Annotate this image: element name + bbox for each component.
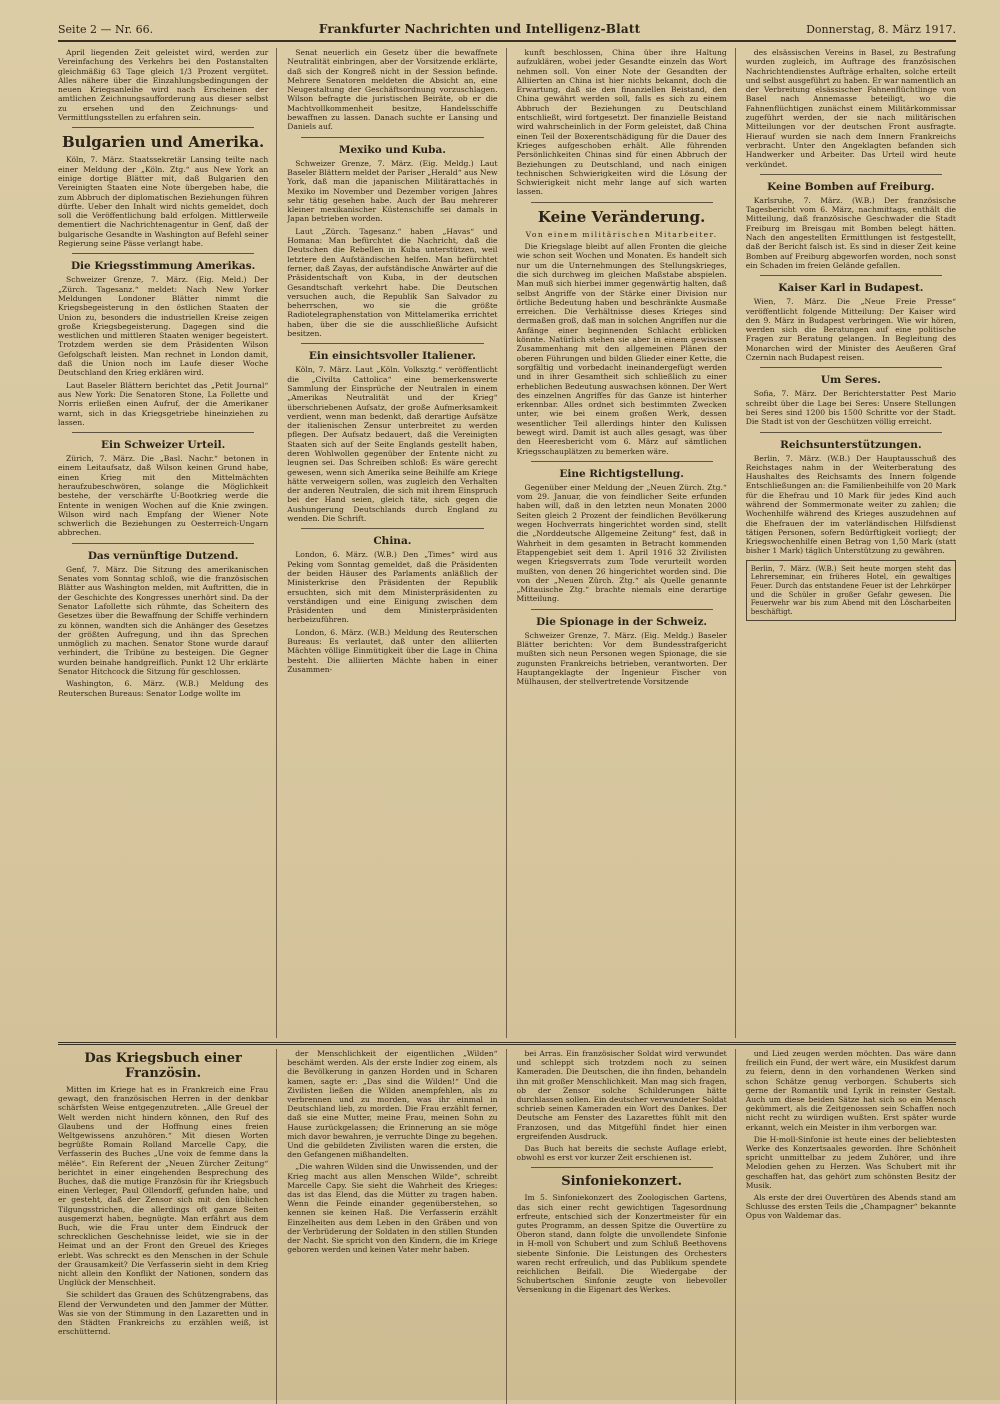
article-text: Schweizer Grenze, 7. März. (Eig. Meldg.) Laut Baseler Blättern meldet der Pariser „Herald“ aus New York, daß man die japanischen Militärattachés in Mexiko im November und Dezember vorigen Jahres sehr tätig gesehen habe. Auch der Bau mehrerer kleiner mexikanischer Küstenschiffe sei damals in Japan betrieben worden. — [287, 158, 498, 224]
lower-column-3 — [517, 1049, 736, 1404]
divider — [531, 202, 713, 203]
column-2 — [287, 48, 506, 1038]
article-text: Genf, 7. März. Die Sitzung des amerikanischen Senates vom Sonntag schloß, wie die französischen Blätter aus Washington melden, mit Auftritten, die in der Geschichte des Kongresses unerhört sind. Da der Senator Lafollette sich rühmte, das Scheitern des Gesetzes über die Bewaffnung der Schiffe verhindern zu können, wandten sich die Anhänger des Gesetzes der größten Aufregung, und ihn das Sprechen unmöglich zu machen. Senator Stone wurde darauf verhindert, die Tribüne zu besteigen. Die Gegner wurden beinahe handgreiflich. Punkt 12 Uhr erklärte Senator Hitchcock die Sitzung für geschlossen. — [58, 564, 269, 677]
newspaper-title: Frankfurter Nachrichten und Intelligenz-Blatt — [318, 22, 641, 36]
byline: Von einem militärischen Mitarbeiter. — [525, 229, 718, 239]
divider — [301, 343, 483, 344]
article-text: Köln, 7. März. Staatssekretär Lansing teilte nach einer Meldung der „Köln. Ztg.“ aus New York an einige dortige Blätter mit, daß Bulgarien den Vereinigten Staaten eine Note übergeben habe, die zum Abbruch der diplomatischen Beziehungen führen dürfte. Ueber den Inhalt wird nichts gemeldet, doch soll die Veröffentlichung bald erfolgen. Mittlerweile dementiert die Nachrichtenagentur in Genf, daß der bulgarische Gesandte in Washington auf Befehl seiner Regierung seine Pässe verlangt habe. — [58, 155, 269, 249]
article-text: Das Buch hat bereits die sechste Auflage erlebt, obwohl es erst vor kurzer Zeit erschienen ist. — [516, 1144, 727, 1163]
column-3 — [517, 48, 736, 1038]
divider — [72, 543, 254, 544]
article-text: Senat neuerlich ein Gesetz über die bewaffnete Neutralität einbringen, aber der Vorsitzende erklärte, daß sich der Kongreß nicht in der Session befinde. Mehrere Senatoren meldeten die Absicht an, eine Neugestaltung der Geschäftsordnung vorzuschlagen. Wilson befragte die juristischen Beiräte, ob er die Machtvollkommenheit besitze, Handelsschiffe bewaffnen zu lassen. Danach suchte er Lansing und Daniels auf. — [287, 48, 498, 132]
feuilleton-section — [58, 1049, 956, 1404]
article-text: Wien, 7. März. Die „Neue Freie Presse“ veröffentlicht folgende Mitteilung: Der Kaiser wird den 9. März in Budapest verbringen. Wie wir hören, werden sich die Beratungen auf eine politische Fragen zur Beratung gelangen. In Begleitung des Monarchen wird der Minister des Aeußeren Graf Czernin nach Budapest reisen. — [745, 297, 956, 363]
article-text: Die Kriegslage bleibt auf allen Fronten die gleiche wie schon seit Wochen und Monaten. Es handelt sich nur um die Unternehmungen des Stellungskrieges, die sich durchweg im gleichen Maßstabe abspielen. Man muß sich hierbei immer gegenwärtig halten, daß selbst Angriffe von der Stärke einer Division nur örtliche Bedeutung haben und beschränkte Ausmaße erreichen. Die Verhältnisse dieses Krieges sind dermaßen groß, daß man in solchen Angriffen nur die Anfänge einer beginnenden Schlacht erblicken könnte. Natürlich stehen sie aber in einem gewissen Zusammenhang mit den allgemeinen Plänen der oberen Führungen und bilden Glieder einer Kette, die sorgfältig und vorbedacht ineinandergefügt werden und in ihrer Gesamtheit sich schließlich zu einer erheblichen Bedeutung auswachsen können. Der Wert des einzelnen Angriffes für das Ganze ist hinterher erkennbar. Alles ordnet sich bestimmten Zwecken unter, wie bei einem großen Werk, dessen wesentlicher Teil allerdings hinter den Kulissen bewegt wird. Damit ist auch alles gesagt, was über den Heeresbericht vom 6. März auf sämtlichen Kriegsschauplätzen zu bemerken wäre. — [516, 242, 727, 456]
article-text: bei Arras. Ein französischer Soldat wird verwundet und schleppt sich trotzdem noch zu seinen Kameraden. Die Deutschen, die ihn finden, behandeln ihn mit großer Menschlichkeit. Man mag sich fragen, ob der Zensor solche Schilderungen hätte durchlassen sollen. Ein deutscher verwundeter Soldat schrieb seinen Kameraden ein Wort des Dankes. Der Deutsche am Fenster des Lazarettes fühlt mit den Franzosen, und das Mitgefühl findet hier einen ergreifenden Ausdruck. — [516, 1049, 727, 1141]
article-text: kunft beschlossen, China über ihre Haltung aufzuklären, wobei jeder Gesandte einzeln das Wort nehmen soll. Von einer Note der Gesandten der Alliierten an China ist hier nichts bekannt, doch die Erwartung, daß sie den finanziellen Beistand, den China gewährt werden soll, falls es sich zu einem Abbruch der Beziehungen zu Deutschland entschließt, wird fortgesetzt. Der finanzielle Beistand wird wahrscheinlich in der Form geleistet, daß China einen Teil der Boxerentschädigung für die Dauer des Krieges aufgeschoben erhält. Alle führenden Persönlichkeiten Chinas sind für einen Abbruch der Beziehungen zu Deutschland, und nach einigen technischen Schwierigkeiten wird die Lösung der Schwierigkeit nicht mehr lange auf sich warten lassen. — [516, 48, 727, 197]
headline-kriegsstimmung: Die Kriegsstimmung Amerikas. — [70, 260, 256, 273]
boxed-notice: Berlin, 7. März. (W.B.) Seit heute morgen steht das Lehrerseminar, ein früheres Hotel, ein gewaltiges Feuer. Durch das entstandene Feuer ist der Lehrkörper und die Schüler in großer Gefahr gewesen. Die Feuerwehr war bis zum Abend mit den Löscharbeiten beschäftigt. — [746, 560, 956, 622]
article-text: Berlin, 7. März. (W.B.) Der Hauptausschuß des Reichstages nahm in der Weiterberatung des Haushaltes des Reichsamts des Innern folgende Entschließungen an: die Familienbeihilfe von 20 Mark für die Ehefrau und 10 Mark für jedes Kind auch während der Sommermonate weiter zu zahlen; die Wochenhilfe während des Krieges auszudehnen auf die Ehefrauen der im vaterländischen Hilfsdienst tätigen Personen, sofern Bedürftigkeit vorliegt; der Kriegswochenhilfe einen Betrag von 1,50 Mark (statt bisher 1 Mark) täglich Unterstützung zu gewähren. — [745, 453, 956, 556]
divider — [72, 432, 254, 433]
headline-spionage: Die Spionage in der Schweiz. — [536, 615, 708, 628]
headline-schweizer-urteil: Ein Schweizer Urteil. — [100, 439, 226, 452]
lower-column-1 — [58, 1049, 277, 1404]
article-text: „Die wahren Wilden sind die Unwissenden, und der Krieg macht aus allen Menschen Wilde“, schreibt Marcelle Capy. Sie sieht die Wahrheit des Krieges: das ist das Elend, das die Mütter zu tragen haben. Wenn die Feinde einander gegenüberstehen, so kennen sie keinen Haß. Die Verfasserin erzählt Einzelheiten aus dem Leben in den Gräben und von der Verbrüderung der Soldaten in den stillen Stunden der Nacht. Sie spricht von den Kindern, die im Kriege geboren werden und keinen Vater mehr haben. — [287, 1162, 498, 1255]
divider — [301, 528, 483, 529]
article-text: Köln, 7. März. Laut „Köln. Volksztg.“ veröffentlicht die „Civilta Cattolica“ eine bemerkenswerte Sammlung der Einsprüche der Neutralen in einem „Amerikas Neutralität und der Krieg“ überschriebenen Aufsatz, der große Aufmerksamkeit verdient, wenn man bedenkt, daß derartige Aufsätze der italienischen Zensur unterbreitet zu werden pflegen. Der Aufsatz bedauert, daß die Vereinigten Staaten sich auf der Seite Englands gestellt haben, deren Wohlwollen gegenüber der Entente nicht zu leugnen sei. Das Schreiben schloß: Es wäre gerecht gewesen, wenn sich Amerika seine Beihilfe am Kriege hätte verweigern sollen, was zugleich den Verhalten der anderen Neutralen, die sich mit ihrem Einspruch bei der Hand seien, gleich täte, sich gegen die Aushungerung Deutschlands durch England zu wenden. Die Schrift. — [287, 365, 498, 524]
headline-kaiser-karl: Kaiser Karl in Budapest. — [778, 282, 924, 295]
article-text: Im 5. Sinfoniekonzert des Zoologischen Gartens, das sich einer recht gewichtigen Tagesordnung erfreute, entschied sich der Konzertmeister für ein gutes Programm, an dessen Spitze die Ouvertüre zu Oberon stand, dann folgte die unvollendete Sinfonie in H-moll von Schubert und zum Schluß Beethovens siebente Sinfonie. Die Leistungen des Orchesters waren recht erfreulich, und das Publikum spendete reichlichen Beifall. Die Wiedergabe der Schubertschen Sinfonie zeugte von liebevoller Versenkung in die Eigenart des Werkes. — [516, 1193, 727, 1295]
article-text: London, 6. März. (W.B.) Meldung des Reuterschen Bureaus: Es verlautet, daß unter den alliierten Mächten völlige Einmütigkeit über die Lage in China besteht. Die alliierten Mächte haben in einer Zusammen- — [287, 627, 498, 674]
lower-column-4 — [746, 1049, 956, 1404]
headline-freiburg: Keine Bomben auf Freiburg. — [767, 180, 935, 193]
article-text: und Lied zeugen werden möchten. Das wäre dann freilich ein Fund, der wert wäre, ein Musikfest darum zu feiern, denn in den vorhandenen Werken sind schon Schätze genug verborgen. Schuberts sich gerne der Romantik und Lyrik in reinster Gestalt. Auch um diese beiden Sätze hat sich so ein Mensch gekümmert, als die Zeitgenossen sein Schaffen noch nicht recht zu würdigen wußten. Erst später wurde erkannt, welch ein Meister in ihm verborgen war. — [745, 1049, 956, 1132]
upper-section — [58, 48, 956, 1038]
headline-china: China. — [373, 535, 412, 548]
article-text: Schweizer Grenze, 7. März. (Eig. Meld.) Der „Zürch. Tagesanz.“ meldet: Nach New Yorker Meldungen Londoner Blätter nimmt die Kriegsbegeisterung in den östlichen Staaten der Union zu, besonders die industriellen Kreise zeigen große Kriegsbegeisterung. Dagegen sind die westlichen und mittleren Staaten weniger begeistert. Trotzdem werden sie dem Präsidenten Wilson Gefolgschaft leisten. Man rechnet in London damit, daß die Union noch im Laufe dieser Woche Deutschland den Krieg erklären wird. — [58, 275, 269, 378]
headline-reichsunterstuetzungen: Reichsunterstützungen. — [780, 438, 922, 451]
divider — [760, 174, 942, 175]
article-text: Sie schildert das Grauen des Schützengrabens, das Elend der Verwundeten und den Jammer der Mütter. Was sie von der Stimmung in den Lazaretten und in den Städten Frankreichs zu erzählen weiß, ist erschütternd. — [58, 1290, 269, 1337]
lower-column-2 — [287, 1049, 506, 1404]
headline-kriegsbuch: Das Kriegsbuch einer Französin. — [84, 1051, 242, 1081]
masthead — [58, 22, 956, 42]
article-text: des elsässischen Vereins in Basel, zu Bestrafung wurden zugleich, im Auftrage des französischen Nachrichtendienstes Aufträge erhalten, solche erteilt und selbst ausgeführt zu haben. Er war namentlich an der Verbreitung elsässischer Fahnenflüchtlinge von Basel nach Annemasse beteiligt, wo die Fahnenflüchtigen zunächst einem Militärkommissar zugeführt werden, der sie nach militärischen Mitteilungen vor der deutschen Front ausfragte. Hierauf wurden sie nach dem Innern Frankreichs verbracht. Unter den Angeklagten befanden sich Handwerker und Arbeiter. Das Urteil wird heute verkündet. — [745, 48, 956, 169]
article-text: Gegenüber einer Meldung der „Neuen Zürch. Ztg.“ vom 29. Januar, die von feindlicher Seite erfunden haben will, daß in den letzten neun Monaten 2000 Seiten gleich 2 Prozent der feindlichen Bevölkerung wegen Hochverrats hingerichtet worden sind, stellt die „Norddeutsche Allgemeine Zeitung“ fest, daß in Wahrheit in dem gesamten in Betracht kommenden Etappengebiet seit dem 1. April 1916 32 Zivilisten wegen Kriegsverrats zum Tode verurteilt worden mußten, von denen 26 hingerichtet worden sind. Die von der „Neuen Zürch. Ztg.“ als Quelle genannte „Mitauische Ztg.“ brachte niemals eine derartige Mitteilung. — [516, 482, 727, 604]
headline-bulgarien: Bulgarien und Amerika. — [61, 133, 265, 152]
divider — [72, 253, 254, 254]
page-number: Seite 2 — Nr. 66. — [58, 23, 154, 36]
section-divider — [58, 1042, 956, 1045]
headline-richtigstellung: Eine Richtigstellung. — [559, 467, 684, 480]
article-text: Zürich, 7. März. Die „Basl. Nachr.“ betonen in einem Leitaufsatz, daß Wilson keinen Grund habe, einen Krieg mit den Mittelmächten heraufzubeschwören, solange die Möglichkeit bestehe, der verschärfte U-Bootkrieg werde die Entente in wenigen Wochen auf die Knie zwingen. Wilson wird nach Empfang der Wiener Note schwerlich die Beziehungen zu Oesterreich-Ungarn abbrechen. — [58, 454, 269, 538]
article-text: Laut Baseler Blättern berichtet das „Petit Journal“ aus New York: Die Senatoren Stone, La Follette und Norris erließen einen Aufruf, der die Amerikaner warnt, sich in das Kriegsgetriebe hineinziehen zu lassen. — [58, 380, 269, 427]
divider — [760, 367, 942, 368]
article-text: Sofia, 7. März. Der Berichterstatter Pest Mario schreibt über die Lage bei Seres: Unsere Stellungen bei Seres sind 1200 bis 1500 Schritte vor der Stadt. Die Stadt ist von der Geschützen völlig erreicht. — [745, 389, 956, 427]
column-4 — [746, 48, 956, 1038]
divider — [301, 137, 483, 138]
article-text: Schweizer Grenze, 7. März. (Eig. Meldg.) Baseler Blätter berichten: Vor dem Bundesstrafgericht mußten sich neun Personen wegen Spionage, die sie zugunsten Frankreichs betrieben, verantworten. Der Hauptangeklagte der Ingenieur Fischer von Mülhausen, der stellvertretende Vorsitzende — [516, 630, 727, 687]
divider — [531, 609, 713, 610]
headline-keine-veraenderung: Keine Veränderung. — [537, 207, 706, 226]
divider — [531, 1167, 713, 1168]
headline-mexiko-kuba: Mexiko und Kuba. — [338, 143, 446, 156]
article-text: Die H-moll-Sinfonie ist heute eines der beliebtesten Werke des Konzertsaales geworden. Ihre Schönheit spricht unmittelbar zu jedem Zuhörer, und ihre Melodien gehen zu Herzen. Was Schubert mit ihr geschaffen hat, das gehört zum schönsten Besitz der Musik. — [745, 1134, 956, 1190]
divider — [72, 127, 254, 128]
article-text: London, 6. März. (W.B.) Den „Times“ wird aus Peking vom Sonntag gemeldet, daß die Präsidenten der beiden Häuser des Parlaments anläßlich der Ministerkrise den Präsidenten der Republik ersuchten, sich mit dem Ministerpräsidenten zu verständigen und eine Einigung zwischen dem Präsidenten und dem Ministerpräsidenten herbeizuführen. — [287, 550, 498, 625]
article-text: April liegenden Zeit geleistet wird, werden zur Vereinfachung des Verkehrs bei den Postanstalten gleichmäßig 63 Tage gleich 1/3 Prozent vergütet. Alles nähere über die Einzahlungsbedingungen der neuen Kriegsanleihe wird nach Erscheinen der amtlichen Zeichnungsaufforderung aus dieser selbst zu ersehen und den Zeichnungs- und Vermittlungsstellen zu erfahren sein. — [58, 48, 269, 123]
divider — [531, 461, 713, 462]
article-text: Laut „Zürch. Tagesanz.“ haben „Havas“ und Homana: Man befürchtet die Nachricht, daß die Deutschen die Rebellen in Kuba unterstützen, weil letztere den Aufständischen helfen. Man befürchtet ferner, daß Zayas, der aufständische Anwärter auf die Präsidentschaft von Kuba, in der deutschen Gesandtschaft verkehrt habe. Die Deutschen versuchen auch, die Republik San Salvador zu beherrschen, wo sie die größte Radiotelegraphenstation von Mittelamerika errichtet haben, über die sie die ausschließliche Aufsicht besitzen. — [287, 226, 498, 339]
column-1 — [58, 48, 277, 1038]
divider — [760, 432, 942, 433]
article-text: der Menschlichkeit der eigentlichen „Wilden“ beschämt werden. Als der erste Indier zog einem, als die Bevölkerung in ganzen Horden und in Scharen kamen, sagte er: „Das sind die Wilden!“ Und die Zivilisten ließen die Wilden anempfehlen, als zu verbrennen und zu morden, was ihr einmal in Deutschland lieb, zu morden. Die Frau erzählt ferner, daß sie eine Mutter, meine Frau, meinen Sohn zu Hause zurückgelassen; die Erinnerung an sie möge mich davor bewahren, je verruchte Dinge zu begehen. Und die gebildeten Zivilisten waren die ersten, die den Gefangenen mißhandelten. — [287, 1049, 498, 1160]
article-text: Karlsruhe, 7. März. (W.B.) Der französische Tagesbericht vom 6. März, nachmittags, enthält die Mitteilung, daß französische Geschwader die Stadt Freiburg im Breisgau mit Bomben belegt hätten. Nach den angestellten Ermittlungen ist festgestellt, daß der Bericht falsch ist. Es sind in dieser Zeit keine Bomben auf Freiburg abgeworfen worden, noch sonst ein Schaden im freien Gelände gefallen. — [745, 195, 956, 270]
issue-date: Donnerstag, 8. März 1917. — [806, 23, 956, 36]
article-text: Washington, 6. März. (W.B.) Meldung des Reuterschen Bureaus: Senator Lodge wollte im — [58, 679, 269, 698]
headline-italiener: Ein einsichtsvoller Italiener. — [308, 350, 476, 363]
article-text: Als erste der drei Ouvertüren des Abends stand am Schlusse des ersten Teils die „Champagner“ bekannte Opus von Waldemar das. — [745, 1193, 956, 1221]
article-text: Mitten im Kriege hat es in Frankreich eine Frau gewagt, den französischen Herren in der denkbar schärfsten Weise entgegenzutreten. „Alle Greuel der Welt werden nicht hindern können, den Ruf des Glaubens und der Hoffnung eines freien Weltgewissens anzuhören.“ Mit diesen Worten begrüßte Romain Rolland Marcelle Capy, die Verfasserin des Buches „Une voix de femme dans la mêlée“. Ein Referent der „Neuen Zürcher Zeitung“ berichtet in einer eingehenden Besprechung des Buches, daß die mutige Französin für ihr Kriegsbuch einen Verleger, Paul Ollendorff, gefunden habe, und er gesteht, daß der Zensor sich mit den üblichen Tilgungsstrichen, die allerdings oft ganze Seiten ausgemerzt haben, begnügte. Man erfährt aus dem Buch, wie die Frau unter dem Eindruck der schrecklichen Geschehnisse leidet, wie sie in der Heimat und an der Front den Greuel des Krieges erlebt. Was schreckt es den Menschen in der Schule der Grausamkeit? Die Verfasserin sieht in dem Krieg nicht allein den Konflikt der Nationen, sondern das Unglück der Menschheit. — [58, 1085, 269, 1288]
divider — [760, 275, 942, 276]
headline-um-seres: Um Seres. — [820, 374, 881, 387]
headline-dutzend: Das vernünftige Dutzend. — [87, 549, 239, 562]
headline-sinfoniekonzert: Sinfoniekonzert. — [561, 1174, 683, 1190]
